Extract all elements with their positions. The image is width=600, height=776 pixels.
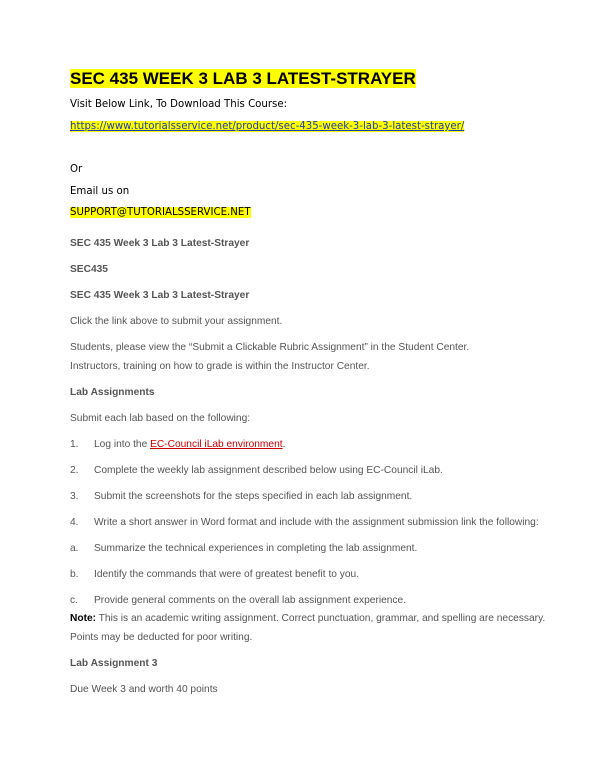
list-item: a. Summarize the technical experiences in completing the lab assignment. [70, 543, 418, 554]
course-link[interactable]: https://www.tutorialsservice.net/product/sec-435-week-3-lab-3-latest-strayer/ [70, 121, 465, 132]
visit-text: Visit Below Link, To Download This Course: [70, 99, 288, 110]
or-text: Or [70, 164, 83, 175]
note-line: Note: This is an academic writing assignment. Correct punctuation, grammar, and spelling are necessary. [70, 613, 546, 624]
ilab-link[interactable]: EC-Council iLab environment [150, 439, 283, 450]
list-item: 3. Submit the screenshots for the steps specified in each lab assignment. [70, 491, 413, 502]
students-text: Students, please view the “Submit a Clickable Rubric Assignment” in the Student Center. [70, 342, 470, 353]
course-code: SEC435 [70, 264, 108, 275]
lab3-heading: Lab Assignment 3 [70, 658, 158, 669]
list-item: 1. Log into the EC-Council iLab environment. [70, 439, 286, 450]
due-text: Due Week 3 and worth 40 points [70, 684, 218, 695]
lab-assignments-heading: Lab Assignments [70, 387, 155, 398]
support-email[interactable]: SUPPORT@TUTORIALSSERVICE.NET [70, 207, 251, 218]
email-label: Email us on [70, 186, 130, 197]
list-item: 4. Write a short answer in Word format and include with the assignment submission link the following: [70, 517, 539, 528]
heading-1: SEC 435 Week 3 Lab 3 Latest-Strayer [70, 238, 250, 249]
heading-2: SEC 435 Week 3 Lab 3 Latest-Strayer [70, 290, 250, 301]
list-item: c. Provide general comments on the overall lab assignment experience. [70, 595, 407, 606]
list-item: 2. Complete the weekly lab assignment described below using EC-Council iLab. [70, 465, 443, 476]
submit-text: Submit each lab based on the following: [70, 413, 251, 424]
instructors-text: Instructors, training on how to grade is within the Instructor Center. [70, 361, 370, 372]
document-title: SEC 435 WEEK 3 LAB 3 LATEST-STRAYER [70, 69, 416, 88]
note-line-2: Points may be deducted for poor writing. [70, 632, 253, 643]
list-item: b. Identify the commands that were of greatest benefit to you. [70, 569, 360, 580]
click-text: Click the link above to submit your assignment. [70, 316, 283, 327]
